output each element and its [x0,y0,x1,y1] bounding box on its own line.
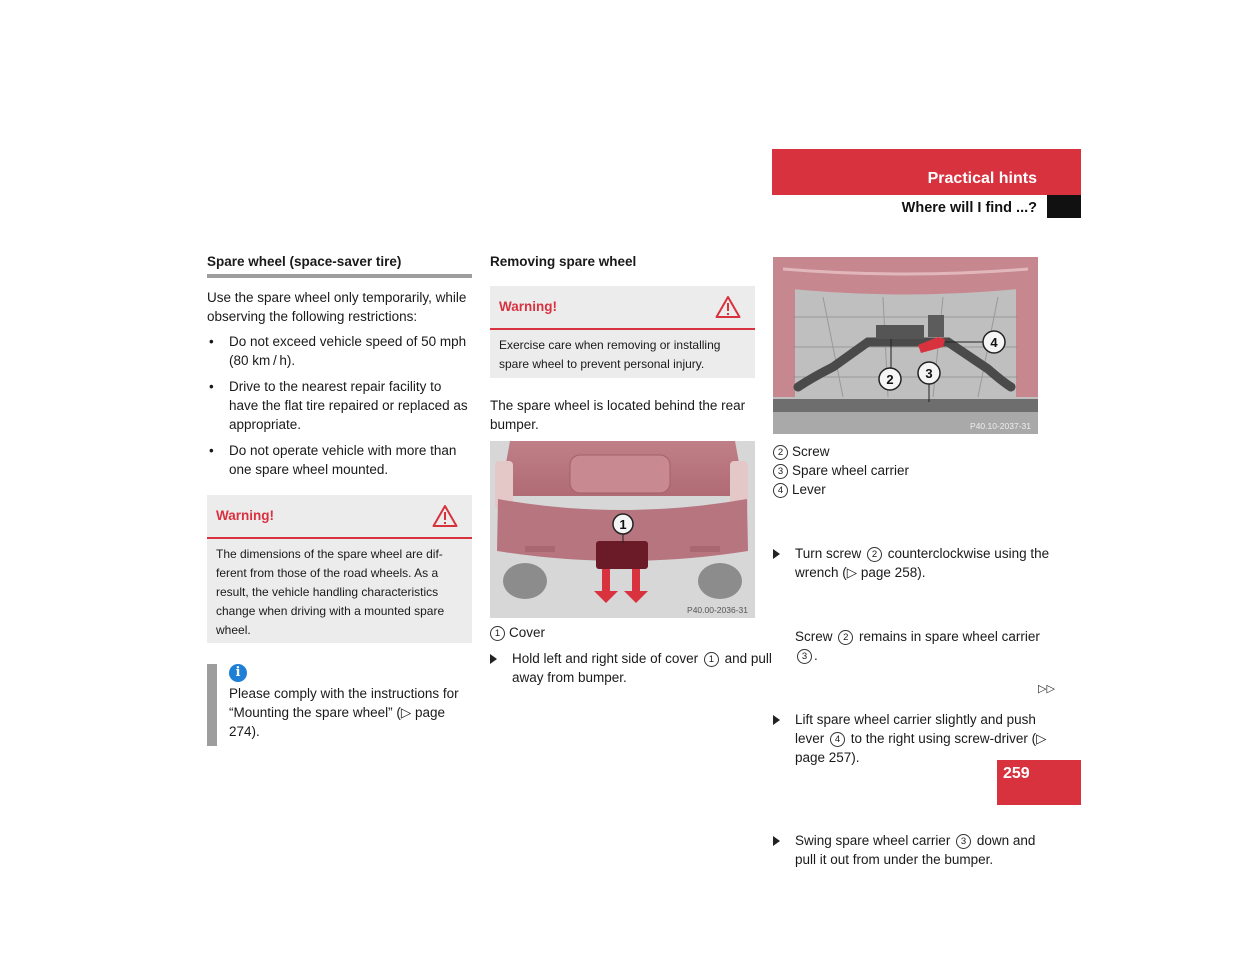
callout-number: 1 [490,626,505,641]
step-text: down and pull it out from under the bumper. [795,833,1036,867]
intro-text: Use the spare wheel only temporarily, while observing the following restrictions: [207,290,467,324]
figure-code: P40.00-2036-31 [687,605,748,615]
callout-number: 4 [773,483,788,498]
legend-label: Spare wheel carrier [792,463,910,478]
warning-triangle-icon [432,504,458,528]
legend-item-screw [773,442,1038,461]
section-title: Practical hints [927,170,1037,187]
callout-number: 2 [773,445,788,460]
note-side-bar [207,664,217,746]
step-swing-carrier [773,831,1060,869]
warning-box-injury [490,286,755,378]
warning-header [207,495,472,539]
callout-ref: 2 [867,547,882,562]
note-text: Please comply with the instructions for “Mounting the spare wheel” (▷ page 274). [229,686,459,739]
warning-box-dimensions [207,495,472,643]
legend-item-lever [773,480,1038,499]
warning-text: The dimensions of the spare wheel are dif-ferent from those of the road wheels. As a result, the vehicle handling characteristics change when driving with a mounted spare wheel. [216,547,445,637]
list-item: • Do not exceed vehicle speed of 50 mph (80 km / h). [207,332,472,370]
page-number-box [997,760,1081,805]
step-text: Lift spare wheel carrier slightly and push lever [795,712,1036,746]
step-text: Hold left and right side of cover [512,651,702,666]
page-number: 259 [1003,765,1030,782]
callout-number: 3 [773,464,788,479]
callout-label: 3 [925,366,933,381]
step-text: remains in spare wheel carrier [855,629,1040,644]
step-screw-remains [773,627,1060,665]
callout-ref: 3 [797,649,812,664]
list-item: • Do not operate vehicle with more than one spare wheel mounted. [207,441,472,479]
callout-ref: 1 [704,652,719,667]
header-black-tab [1047,195,1081,218]
step-arrow-icon [490,654,497,664]
callout-ref: 3 [956,834,971,849]
step-lift-carrier [773,710,1060,767]
legend-label: Screw [792,444,830,459]
warning-label: Warning! [216,508,274,523]
figure-code: P40.10-2037-31 [970,421,1031,431]
legend-label: Lever [792,482,826,497]
legend-item-carrier [773,461,1038,480]
step-text: and pull away from bumper. [512,651,772,685]
step-text: Screw [795,629,837,644]
legend-label: Cover [509,625,546,640]
spare-wheel-carrier-figure [773,257,1038,434]
carrier-illustration [773,257,1038,434]
list-item: • Drive to the nearest repair facility to have the flat tire repaired or replaced as appropriate. [207,377,472,434]
step-hold-cover [490,649,777,687]
warning-triangle-icon [715,295,741,319]
callout-label: 4 [990,335,998,350]
step-arrow-icon [773,549,780,559]
info-note [207,664,472,746]
restrictions-list [207,332,472,486]
legend-item-cover [490,623,545,642]
location-text: The spare wheel is located behind the rear bumper. [490,398,746,432]
rear-bumper-figure [490,441,755,618]
step-text: Turn screw [795,546,866,561]
callout-ref: 4 [830,732,845,747]
step-arrow-icon [773,836,780,846]
step-turn-screw [773,544,1060,582]
step-text: to the right using screw-driver (▷ page 257). [795,731,1047,765]
info-icon: i [229,664,247,682]
rear-bumper-illustration [490,441,755,618]
callout-label: 2 [886,372,894,387]
callout-ref: 2 [838,630,853,645]
subsection-title: Where will I find ...? [901,200,1037,216]
step-text: . [814,648,818,663]
step-text: counterclockwise using the wrench (▷ page 258). [795,546,1050,580]
step-text: Swing spare wheel carrier [795,833,955,848]
step-arrow-icon [773,715,780,725]
warning-label: Warning! [499,299,557,314]
warning-text: Exercise care when removing or installing spare wheel to prevent personal injury. [499,338,721,371]
removing-heading: Removing spare wheel [490,254,637,269]
spare-wheel-heading: Spare wheel (space-saver tire) [207,254,472,278]
warning-header [490,286,755,330]
continue-arrows-icon: ▷▷ [1038,683,1055,695]
callout-label: 1 [619,517,627,532]
carrier-legend [773,442,1038,499]
